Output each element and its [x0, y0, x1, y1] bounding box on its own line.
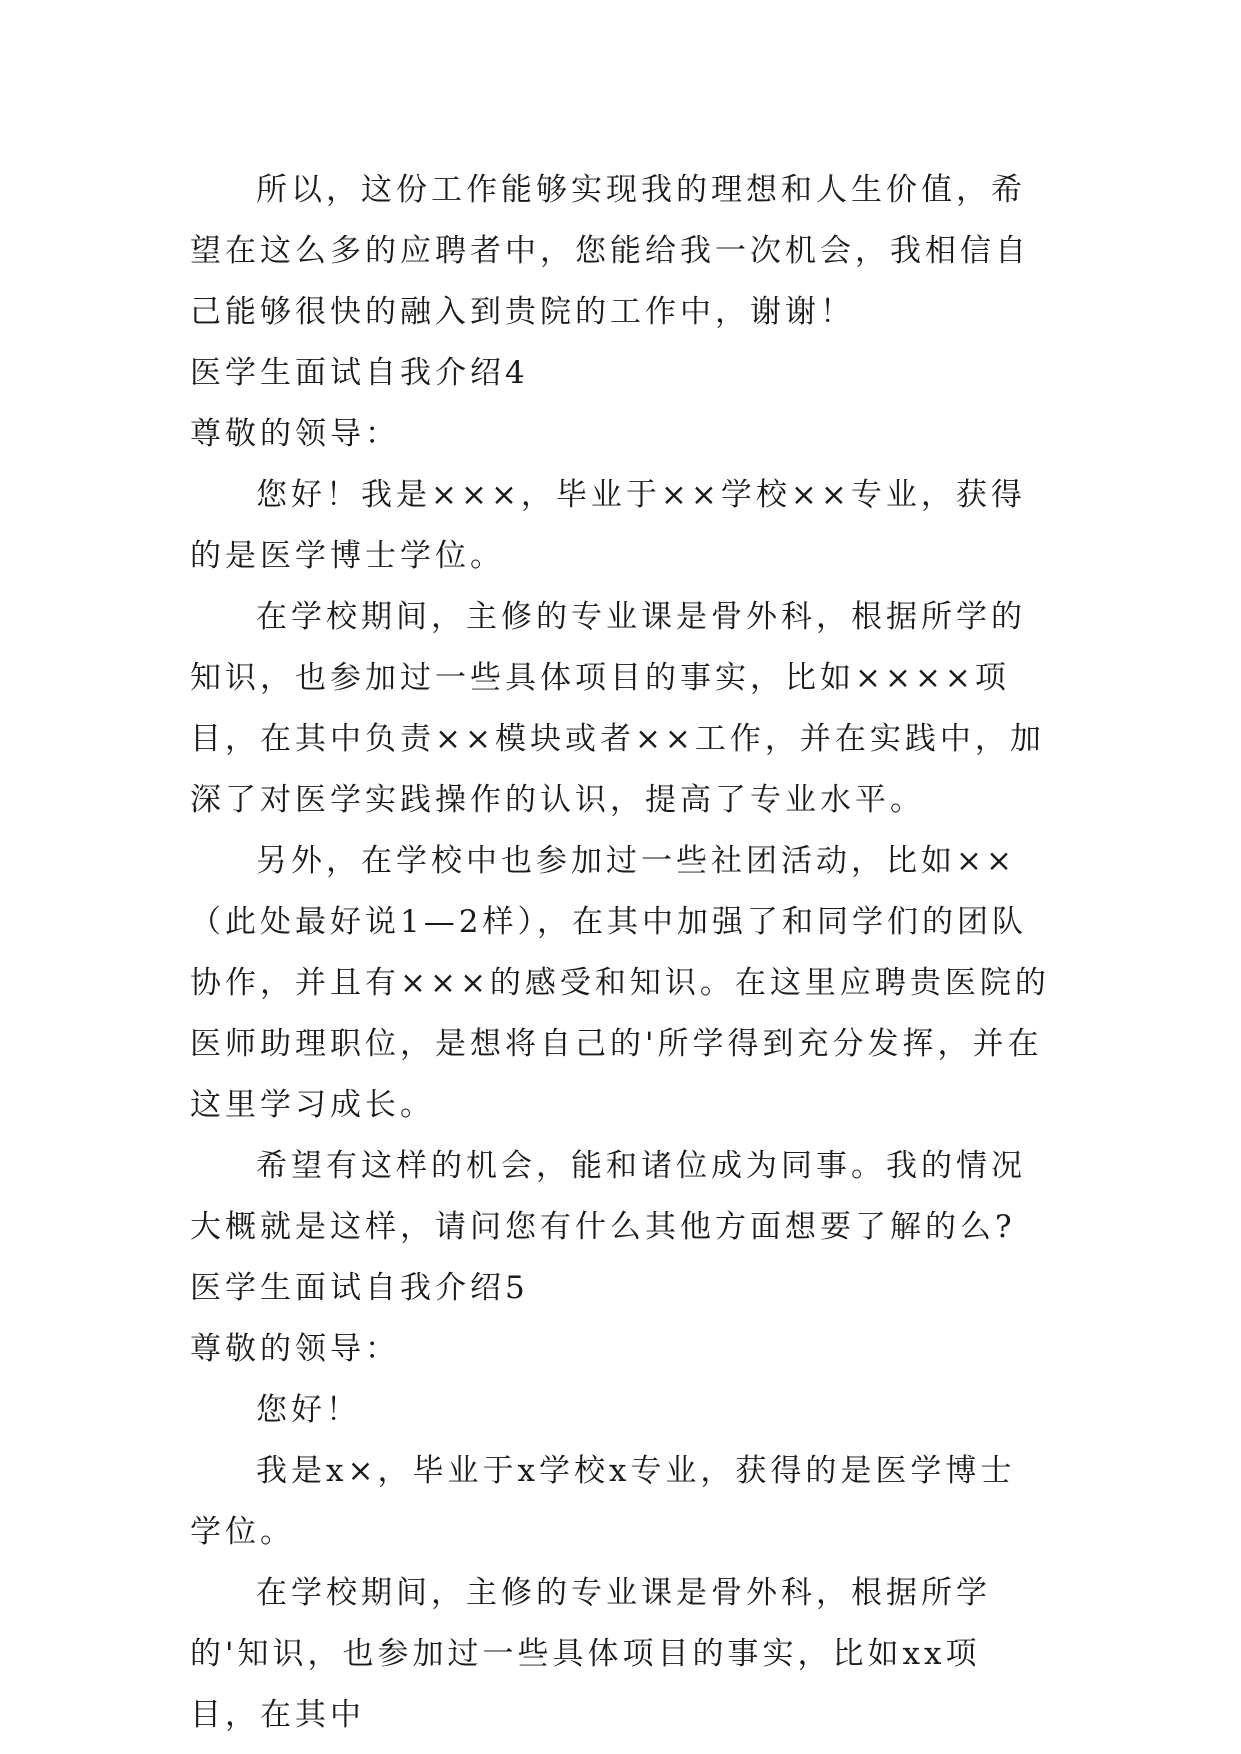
paragraph: 您好！我是×××，毕业于××学校××专业，获得的是医学博士学位。 [190, 477, 1026, 574]
paragraph: 另外，在学校中也参加过一些社团活动，比如××（此处最好说1—2样），在其中加强了和同学们的团队协作，并且有×××的感受和知识。在这里应聘贵医院的医师助理职位，是想将自己的'所学得到充分发挥，并在这里学习成长。 [190, 843, 1050, 1123]
section-heading: 医学生面试自我介绍5 [190, 1270, 529, 1306]
paragraph: 我是x×，毕业于x学校x专业，获得的是医学博士学位。 [190, 1453, 1016, 1550]
document-body [190, 160, 1050, 1746]
paragraph: 希望有这样的机会，能和诸位成为同事。我的情况大概就是这样，请问您有什么其他方面想要了解的么? [190, 1148, 1026, 1245]
paragraph: 所以，这份工作能够实现我的理想和人生价值，希望在这么多的应聘者中，您能给我一次机会，我相信自己能够很快的融入到贵院的工作中，谢谢！ [190, 172, 1030, 330]
paragraph: 在学校期间，主修的专业课是骨外科，根据所学的知识，也参加过一些具体项目的事实，比如××××项目，在其中负责××模块或者××工作，并在实践中，加深了对医学实践操作的认识，提高了专业水平。 [190, 599, 1045, 818]
salutation: 尊敬的领导： [190, 1331, 400, 1367]
section-heading: 医学生面试自我介绍4 [190, 355, 529, 391]
paragraph: 您好！ [256, 1392, 361, 1428]
salutation: 尊敬的领导： [190, 416, 400, 452]
paragraph: 在学校期间，主修的专业课是骨外科，根据所学的'知识，也参加过一些具体项目的事实，比如xx项目，在其中 [190, 1575, 991, 1733]
